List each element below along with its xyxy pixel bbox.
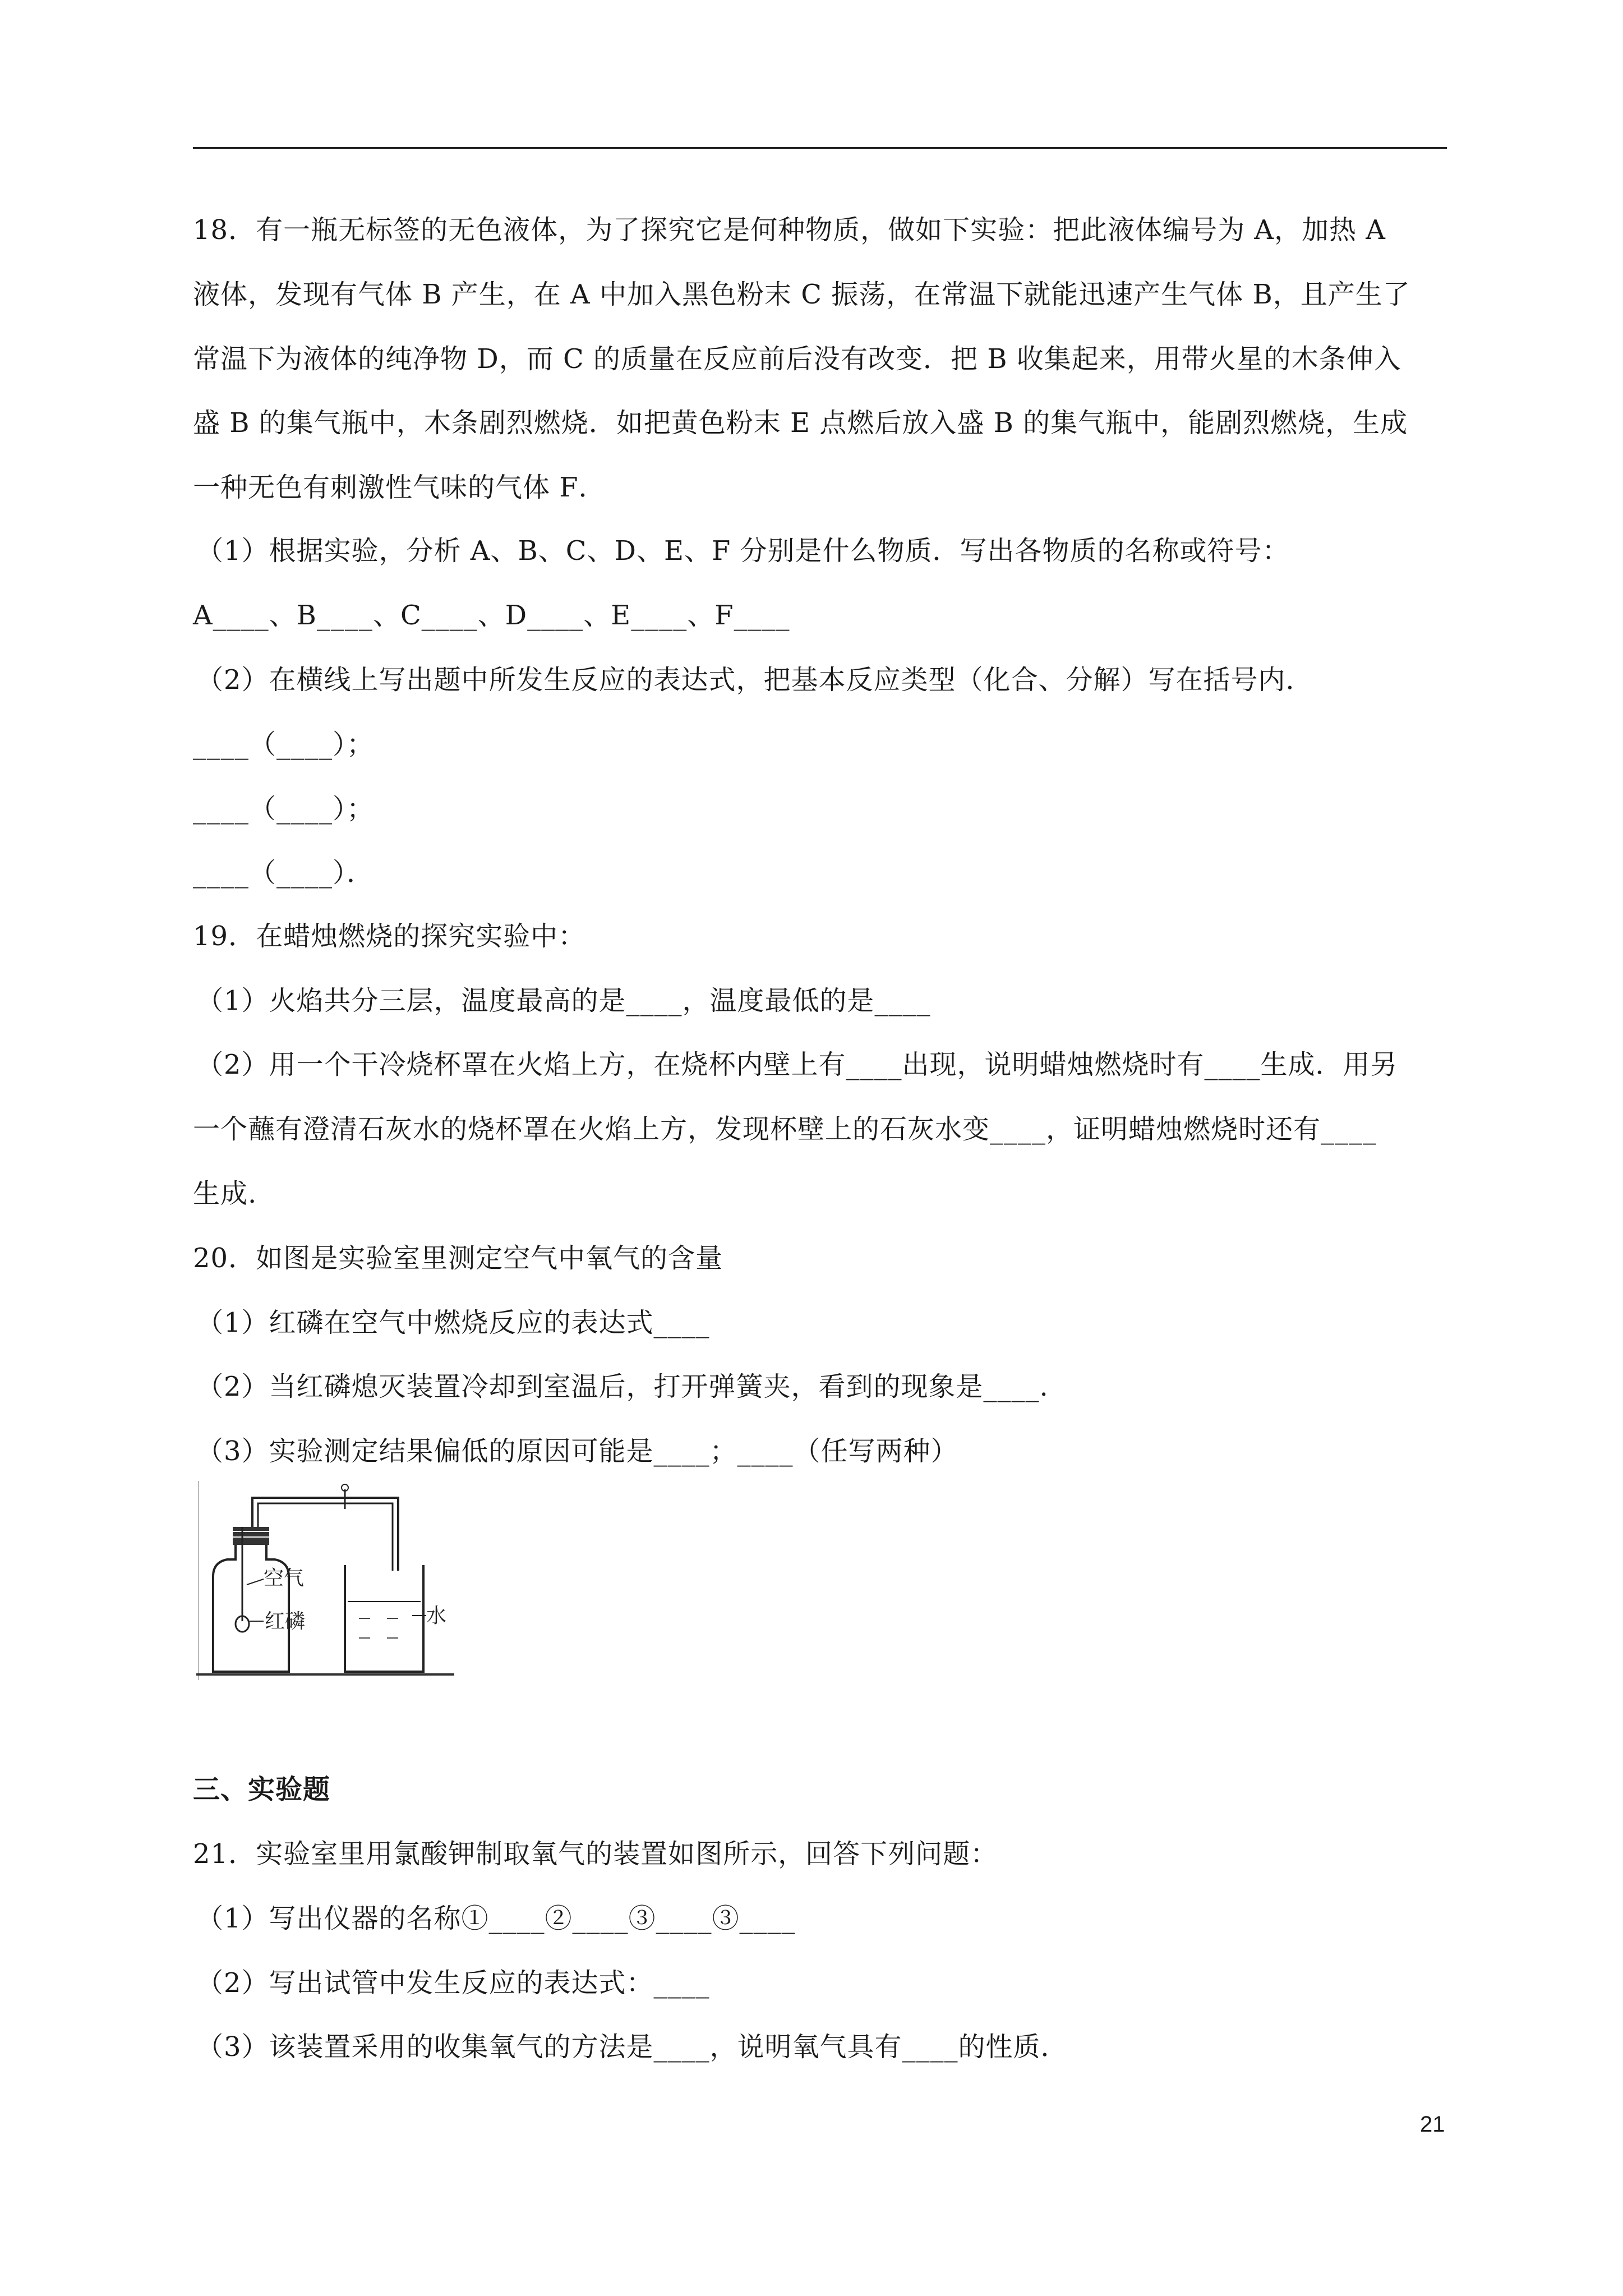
q18-line-3: 常温下为液体的纯净物 D，而 C 的质量在反应前后没有改变．把 B 收集起来，用带火星的木条伸入	[193, 343, 1401, 375]
q20-sub2: （2）当红磷熄灭装置冷却到室温后，打开弹簧夹，看到的现象是____.	[196, 1371, 1049, 1402]
section-3-heading: 三、实验题	[193, 1774, 331, 1805]
q19-sub2-line-2: 一个蘸有澄清石灰水的烧杯罩在火焰上方，发现杯壁上的石灰水变____，证明蜡烛燃烧时还有____	[193, 1114, 1377, 1145]
q19-sub2-line-3: 生成.	[193, 1178, 257, 1209]
header-rule	[193, 147, 1447, 149]
q18-line-5: 一种无色有刺激性气味的气体 F．	[193, 472, 606, 503]
q18-line-2: 液体，发现有气体 B 产生，在 A 中加入黑色粉末 C 振荡，在常温下就能迅速产生气体 B，且产生了	[193, 279, 1410, 310]
q21-sub2: （2）写出试管中发生反应的表达式：____	[196, 1967, 710, 1999]
label-water: 水	[426, 1604, 447, 1627]
q18-sub2: （2）在横线上写出题中所发生反应的表达式，把基本反应类型（化合、分解）写在括号内．	[196, 664, 1313, 696]
q21-sub1: （1）写出仪器的名称①____②____③____③____	[196, 1903, 796, 1934]
q21-sub3: （3）该装置采用的收集氧气的方法是____，说明氧气具有____的性质．	[196, 2031, 1068, 2063]
q18-sub1: （1）根据实验，分析 A、B、C、D、E、F 分别是什么物质．写出各物质的名称或符号：	[196, 535, 1290, 567]
q21-title: 21．实验室里用氯酸钾制取氧气的装置如图所示，回答下列问题：	[193, 1838, 998, 1870]
label-red-phosphorus: 红磷	[265, 1610, 306, 1633]
q20-sub1: （1）红磷在空气中燃烧反应的表达式____	[196, 1307, 710, 1338]
q20-title: 20．如图是实验室里测定空气中氧气的含量	[193, 1243, 723, 1274]
stopper	[233, 1527, 269, 1545]
q20-sub3: （3）实验测定结果偏低的原因可能是____；____（任写两种）	[196, 1435, 958, 1467]
q19-sub1: （1）火焰共分三层，温度最高的是____，温度最低的是____	[196, 985, 931, 1016]
q18-sub1-blanks: A____、B____、C____、D____、E____、F____	[193, 600, 790, 631]
q18-sub2-line-3: ____（____）．	[193, 857, 375, 889]
q19-title: 19．在蜡烛燃烧的探究实验中：	[193, 921, 586, 952]
q18-line-1: 18．有一瓶无标签的无色液体，为了探究它是何种物质，做如下实验：把此液体编号为 A，加热 A	[193, 214, 1386, 246]
q19-sub2-line-1: （2）用一个干冷烧杯罩在火焰上方，在烧杯内壁上有____出现，说明蜡烛燃烧时有____生成．用另	[196, 1049, 1398, 1080]
page-number: 21	[1420, 2112, 1445, 2137]
label-air: 空气	[264, 1567, 305, 1590]
q18-line-4: 盛 B 的集气瓶中，木条剧烈燃烧．如把黄色粉末 E 点燃后放入盛 B 的集气瓶中，能剧烈燃烧，生成	[193, 407, 1408, 439]
apparatus-diagram	[196, 1481, 454, 1680]
oxygen-content-apparatus-figure	[196, 1481, 454, 1680]
q18-sub2-line-2: ____（____）；	[193, 793, 375, 825]
q18-sub2-line-1: ____（____）；	[193, 729, 375, 760]
